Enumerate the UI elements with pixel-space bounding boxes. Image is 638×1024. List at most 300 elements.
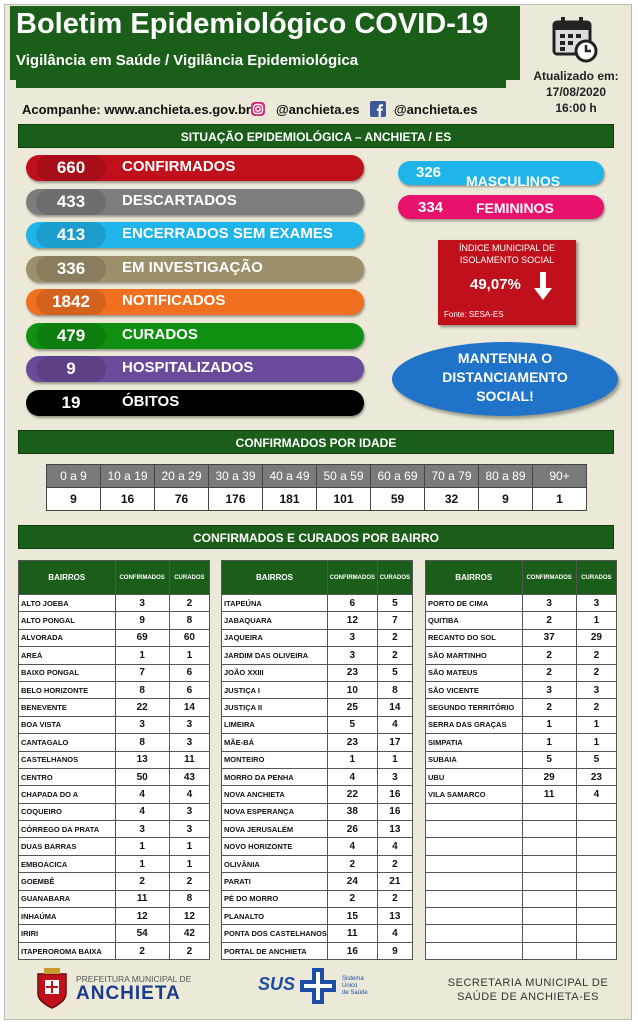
neighborhood-name: ALTO PONGAL [19, 612, 116, 629]
confirmed-count: 4 [115, 803, 169, 820]
cured-count [576, 908, 616, 925]
neighborhood-name: BOA VISTA [19, 716, 116, 733]
age-group-cell: 70 a 79 [425, 465, 479, 488]
facebook-handle[interactable]: @anchieta.es [394, 102, 478, 117]
stat-value: 19 [36, 390, 106, 416]
neighborhood-name: NOVA ANCHIETA [222, 786, 328, 803]
neighborhood-name: BAIXO PONGAL [19, 664, 116, 681]
cured-count [576, 821, 616, 838]
confirmed-count: 25 [327, 699, 377, 716]
neighborhood-name: OLIVÂNIA [222, 855, 328, 872]
table-row [222, 925, 413, 942]
table-row [19, 873, 210, 890]
neighborhood-name: BENEVENTE [19, 699, 116, 716]
table-row [222, 681, 413, 698]
cured-count: 23 [576, 768, 616, 785]
neighborhood-name: GOEMBÊ [19, 873, 116, 890]
cured-count: 2 [169, 942, 209, 959]
table-row [426, 595, 617, 612]
table-row [222, 629, 413, 646]
table-row [19, 629, 210, 646]
table-row [222, 855, 413, 872]
neighborhood-name: LIMEIRA [222, 716, 328, 733]
cured-count: 13 [377, 821, 412, 838]
confirmed-count: 3 [522, 595, 576, 612]
table-row [426, 942, 617, 959]
column-header-confirmed: CONFIRMADOS [115, 561, 169, 595]
stat-pill [26, 222, 364, 248]
stat-label: EM INVESTIGAÇÃO [122, 259, 263, 276]
table-row [426, 873, 617, 890]
neighborhood-name: ALTO JOEBA [19, 595, 116, 612]
confirmed-count: 26 [327, 821, 377, 838]
neighborhood-name: ALVORADA [19, 629, 116, 646]
neighborhood-name: DUAS BARRAS [19, 838, 116, 855]
table-row [19, 734, 210, 751]
neighborhood-name: ITAPEÚNA [222, 595, 328, 612]
confirmed-count [522, 803, 576, 820]
table-row [222, 803, 413, 820]
table-row [426, 925, 617, 942]
stat-label: HOSPITALIZADOS [122, 359, 254, 376]
table-row [426, 716, 617, 733]
cured-count [576, 855, 616, 872]
stat-pill [26, 390, 364, 416]
cured-count: 21 [377, 873, 412, 890]
stat-label: CURADOS [122, 326, 198, 343]
age-group-cell: 10 a 19 [101, 465, 155, 488]
cured-count: 6 [169, 681, 209, 698]
age-value-cell: 9 [47, 488, 101, 511]
instagram-icon[interactable] [250, 101, 266, 117]
column-header-name: BAIRROS [426, 561, 523, 595]
neighborhood-name: SÃO MARTINHO [426, 647, 523, 664]
neighborhood-name: PORTO DE CIMA [426, 595, 523, 612]
isolation-title: ÍNDICE MUNICIPAL DE ISOLAMENTO SOCIAL [458, 243, 555, 265]
confirmed-count: 12 [115, 908, 169, 925]
table-row [426, 734, 617, 751]
table-header-row [19, 561, 210, 595]
table-row [19, 838, 210, 855]
updated-date: 17/08/2020 [545, 85, 607, 99]
cured-count: 5 [377, 595, 412, 612]
neighborhood-name: SÃO MATEUS [426, 664, 523, 681]
neighborhood-name: JOÃO XXIII [222, 664, 328, 681]
neighborhood-name: SERRA DAS GRAÇAS [426, 716, 523, 733]
neighborhoods-title: CONFIRMADOS E CURADOS POR BAIRRO [18, 525, 614, 549]
neighborhood-name: AREÁ [19, 647, 116, 664]
neighborhood-name: NOVA JERUSALÉM [222, 821, 328, 838]
neighborhood-name: SÃO VICENTE [426, 681, 523, 698]
cured-count: 1 [576, 716, 616, 733]
neighborhood-name: JUSTIÇA I [222, 681, 328, 698]
confirmed-count: 8 [115, 734, 169, 751]
confirmed-count [522, 873, 576, 890]
neighborhood-name: UBU [426, 768, 523, 785]
cured-count [576, 925, 616, 942]
table-row [19, 699, 210, 716]
stat-value: 1842 [36, 289, 106, 315]
confirmed-count: 38 [327, 803, 377, 820]
anchieta-coat-of-arms-icon [34, 966, 70, 1010]
confirmed-count: 22 [115, 699, 169, 716]
age-value-cell: 176 [209, 488, 263, 511]
cured-count: 5 [576, 751, 616, 768]
cured-count [576, 803, 616, 820]
confirmed-count: 1 [115, 647, 169, 664]
table-row [426, 786, 617, 803]
cured-count: 14 [169, 699, 209, 716]
neighborhood-name: JAQUEIRA [222, 629, 328, 646]
neighborhood-name: EMBOACICA [19, 855, 116, 872]
table-row [426, 612, 617, 629]
cured-count: 16 [377, 786, 412, 803]
confirmed-count [522, 925, 576, 942]
confirmed-count: 1 [115, 855, 169, 872]
table-header-row [426, 561, 617, 595]
cured-count: 1 [169, 855, 209, 872]
stat-value: 413 [36, 222, 106, 248]
stat-label: ENCERRADOS SEM EXAMES [122, 225, 333, 242]
sus-sub-2: Único [342, 983, 358, 989]
neighborhood-name [426, 855, 523, 872]
cured-count: 2 [576, 664, 616, 681]
stat-value: 433 [36, 189, 106, 215]
sus-sub-1: Sistema [342, 976, 364, 982]
neighborhood-name: ITAPEROROMA BAIXA [19, 942, 116, 959]
column-header-cured: CURADOS [576, 561, 616, 595]
age-value-cell: 101 [317, 488, 371, 511]
table-row [222, 716, 413, 733]
cured-count: 29 [576, 629, 616, 646]
cured-count: 2 [377, 890, 412, 907]
prefeitura-line1: PREFEITURA MUNICIPAL DE [76, 974, 192, 984]
gender-value: 334 [418, 199, 444, 216]
table-row [19, 786, 210, 803]
table-row [222, 734, 413, 751]
age-group-cell: 20 a 29 [155, 465, 209, 488]
neighborhood-name: SEGUNDO TERRITÓRIO [426, 699, 523, 716]
calendar-clock-icon [552, 14, 598, 64]
confirmed-count: 2 [327, 855, 377, 872]
cured-count: 4 [576, 786, 616, 803]
neighborhood-name: QUITIBA [426, 612, 523, 629]
neighborhood-name: CANTAGALO [19, 734, 116, 751]
confirmed-count: 1 [522, 716, 576, 733]
age-group-cell: 40 a 49 [263, 465, 317, 488]
confirmed-count: 3 [327, 647, 377, 664]
neighborhood-name: IRIRI [19, 925, 116, 942]
header-underline [16, 80, 506, 88]
updated-time: 16:00 h [555, 101, 597, 115]
stat-value: 660 [36, 155, 106, 181]
neighborhood-name [426, 890, 523, 907]
table-row [222, 908, 413, 925]
cured-count: 5 [377, 664, 412, 681]
table-row [19, 681, 210, 698]
table-row [426, 699, 617, 716]
neighborhood-name [426, 821, 523, 838]
neighborhood-name: JARDIM DAS OLIVEIRA [222, 647, 328, 664]
neighborhood-name: MONTEIRO [222, 751, 328, 768]
neighborhood-name [426, 925, 523, 942]
cured-count: 4 [377, 925, 412, 942]
cured-count: 1 [169, 647, 209, 664]
confirmed-count: 2 [115, 873, 169, 890]
table-row [426, 647, 617, 664]
table-row [222, 942, 413, 959]
isolation-source: Fonte: SESA-ES [444, 310, 504, 319]
table-row [19, 942, 210, 959]
cured-count: 16 [377, 803, 412, 820]
cured-count [576, 942, 616, 959]
website-link[interactable]: Acompanhe: www.anchieta.es.gov.br [22, 102, 251, 117]
confirmed-count [522, 855, 576, 872]
table-row [222, 699, 413, 716]
neighborhood-name [426, 803, 523, 820]
neighborhood-name: JUSTIÇA II [222, 699, 328, 716]
page-subtitle: Vigilância em Saúde / Vigilância Epidemiológica [16, 52, 359, 69]
table-row [426, 838, 617, 855]
confirmed-count: 9 [115, 612, 169, 629]
confirmed-count: 6 [327, 595, 377, 612]
cured-count: 7 [377, 612, 412, 629]
cured-count: 9 [377, 942, 412, 959]
cured-count: 8 [169, 890, 209, 907]
confirmed-count: 5 [327, 716, 377, 733]
cured-count [576, 873, 616, 890]
cured-count: 3 [377, 768, 412, 785]
cured-count: 11 [169, 751, 209, 768]
stat-pill [26, 356, 364, 382]
cured-count: 2 [377, 855, 412, 872]
table-row [222, 821, 413, 838]
confirmed-count [522, 821, 576, 838]
confirmed-count: 2 [522, 647, 576, 664]
table-row [19, 821, 210, 838]
cured-count: 17 [377, 734, 412, 751]
age-group-row [47, 465, 587, 488]
neighborhood-name: INHAÚMA [19, 908, 116, 925]
column-header-confirmed: CONFIRMADOS [522, 561, 576, 595]
column-header-cured: CURADOS [377, 561, 412, 595]
prefeitura-line2: ANCHIETA [76, 983, 181, 1004]
cured-count: 12 [169, 908, 209, 925]
cured-count: 3 [169, 821, 209, 838]
table-row [426, 855, 617, 872]
neighborhood-name: SIMPATIA [426, 734, 523, 751]
age-value-cell: 76 [155, 488, 209, 511]
table-row [222, 890, 413, 907]
table-row [222, 873, 413, 890]
age-title: CONFIRMADOS POR IDADE [18, 430, 614, 454]
confirmed-count: 7 [115, 664, 169, 681]
cured-count: 14 [377, 699, 412, 716]
table-row [426, 664, 617, 681]
confirmed-count: 50 [115, 768, 169, 785]
neighborhood-name: CENTRO [19, 768, 116, 785]
age-group-cell: 60 a 69 [371, 465, 425, 488]
table-row [19, 925, 210, 942]
confirmed-count: 3 [327, 629, 377, 646]
table-row [222, 595, 413, 612]
table-row [19, 768, 210, 785]
table-row [222, 768, 413, 785]
neighborhood-name: NOVO HORIZONTE [222, 838, 328, 855]
cured-count: 8 [377, 681, 412, 698]
table-row [222, 664, 413, 681]
cured-count: 13 [377, 908, 412, 925]
age-value-cell: 32 [425, 488, 479, 511]
age-value-cell: 181 [263, 488, 317, 511]
cured-count: 4 [377, 716, 412, 733]
table-row [19, 751, 210, 768]
stat-pill [26, 189, 364, 215]
gender-label: MASCULINOS [466, 173, 561, 189]
distancing-text: MANTENHA O DISTANCIAMENTO SOCIAL! [442, 350, 568, 404]
table-row [426, 751, 617, 768]
stat-value: 9 [36, 356, 106, 382]
cured-count: 1 [576, 612, 616, 629]
cured-count: 8 [169, 612, 209, 629]
gender-value: 326 [416, 164, 442, 181]
age-group-cell: 50 a 59 [317, 465, 371, 488]
confirmed-count: 13 [115, 751, 169, 768]
neighborhood-name: MÃE-BÁ [222, 734, 328, 751]
neighborhood-name: PARATI [222, 873, 328, 890]
confirmed-count: 3 [522, 681, 576, 698]
neighborhood-table [221, 560, 413, 960]
confirmed-count: 54 [115, 925, 169, 942]
age-table [46, 464, 587, 511]
neighborhood-name: PORTAL DE ANCHIETA [222, 942, 328, 959]
confirmed-count: 3 [115, 821, 169, 838]
neighborhood-name [426, 873, 523, 890]
confirmed-count [522, 942, 576, 959]
confirmed-count: 2 [115, 942, 169, 959]
neighborhood-name: PONTA DOS CASTELHANOS [222, 925, 328, 942]
cured-count: 60 [169, 629, 209, 646]
confirmed-count: 5 [522, 751, 576, 768]
facebook-icon[interactable] [370, 101, 386, 117]
cured-count [576, 838, 616, 855]
cured-count: 3 [576, 595, 616, 612]
neighborhood-name: CHAPADA DO A [19, 786, 116, 803]
isolation-value: 49,07% [470, 276, 521, 293]
age-value-cell: 59 [371, 488, 425, 511]
neighborhood-name: NOVA ESPERANÇA [222, 803, 328, 820]
confirmed-count: 37 [522, 629, 576, 646]
stat-pill [26, 289, 364, 315]
cured-count: 6 [169, 664, 209, 681]
confirmed-count: 69 [115, 629, 169, 646]
cured-count: 1 [169, 838, 209, 855]
stat-pill [26, 155, 364, 181]
cured-count: 2 [576, 699, 616, 716]
confirmed-count: 4 [327, 768, 377, 785]
distancing-message [392, 342, 618, 416]
confirmed-count: 8 [115, 681, 169, 698]
table-row [426, 681, 617, 698]
column-header-confirmed: CONFIRMADOS [327, 561, 377, 595]
table-row [222, 751, 413, 768]
cured-count: 1 [377, 751, 412, 768]
table-row [426, 908, 617, 925]
arrow-down-icon [534, 272, 552, 300]
confirmed-count: 23 [327, 664, 377, 681]
confirmed-count: 4 [327, 838, 377, 855]
isolation-index-box [438, 240, 576, 325]
stat-pill [26, 323, 364, 349]
cured-count: 43 [169, 768, 209, 785]
confirmed-count: 3 [115, 716, 169, 733]
table-row [19, 612, 210, 629]
neighborhood-name: GUANABARA [19, 890, 116, 907]
age-group-cell: 90+ [533, 465, 587, 488]
neighborhood-name [426, 942, 523, 959]
confirmed-count: 12 [327, 612, 377, 629]
stat-label: ÓBITOS [122, 393, 180, 410]
neighborhood-name: JABAQUARA [222, 612, 328, 629]
stat-label: DESCARTADOS [122, 192, 237, 209]
table-row [222, 647, 413, 664]
table-row [19, 716, 210, 733]
confirmed-count: 2 [522, 612, 576, 629]
table-row [426, 629, 617, 646]
confirmed-count: 11 [522, 786, 576, 803]
age-value-cell: 1 [533, 488, 587, 511]
confirmed-count [522, 908, 576, 925]
confirmed-count: 3 [115, 595, 169, 612]
table-row [19, 908, 210, 925]
confirmed-count: 16 [327, 942, 377, 959]
confirmed-count [522, 890, 576, 907]
confirmed-count: 1 [115, 838, 169, 855]
cured-count: 3 [169, 803, 209, 820]
age-group-cell: 0 a 9 [47, 465, 101, 488]
confirmed-count: 22 [327, 786, 377, 803]
confirmed-count: 1 [522, 734, 576, 751]
neighborhood-name: SUBAIA [426, 751, 523, 768]
neighborhood-name: VILA SAMARCO [426, 786, 523, 803]
age-group-cell: 80 a 89 [479, 465, 533, 488]
gender-pill-masculinos [398, 161, 604, 189]
age-value-cell: 9 [479, 488, 533, 511]
column-header-name: BAIRROS [222, 561, 328, 595]
table-row [19, 890, 210, 907]
neighborhood-name: COQUEIRO [19, 803, 116, 820]
neighborhood-name: PÉ DO MORRO [222, 890, 328, 907]
cured-count: 2 [169, 873, 209, 890]
instagram-handle[interactable]: @anchieta.es [276, 102, 360, 117]
sus-subtitle [342, 976, 368, 997]
neighborhood-name: BELO HORIZONTE [19, 681, 116, 698]
cured-count: 3 [169, 716, 209, 733]
stat-pill [26, 256, 364, 282]
gender-pill-femininos [398, 195, 604, 219]
table-row [426, 890, 617, 907]
confirmed-count [522, 838, 576, 855]
confirmed-count: 2 [522, 664, 576, 681]
cured-count: 3 [576, 681, 616, 698]
table-row [426, 803, 617, 820]
age-value-cell: 16 [101, 488, 155, 511]
neighborhood-table [425, 560, 617, 960]
confirmed-count: 2 [522, 699, 576, 716]
table-row [426, 768, 617, 785]
secretaria-text: SECRETARIA MUNICIPAL DE SAÚDE DE ANCHIETA-ES [447, 977, 609, 1003]
neighborhood-name [426, 908, 523, 925]
